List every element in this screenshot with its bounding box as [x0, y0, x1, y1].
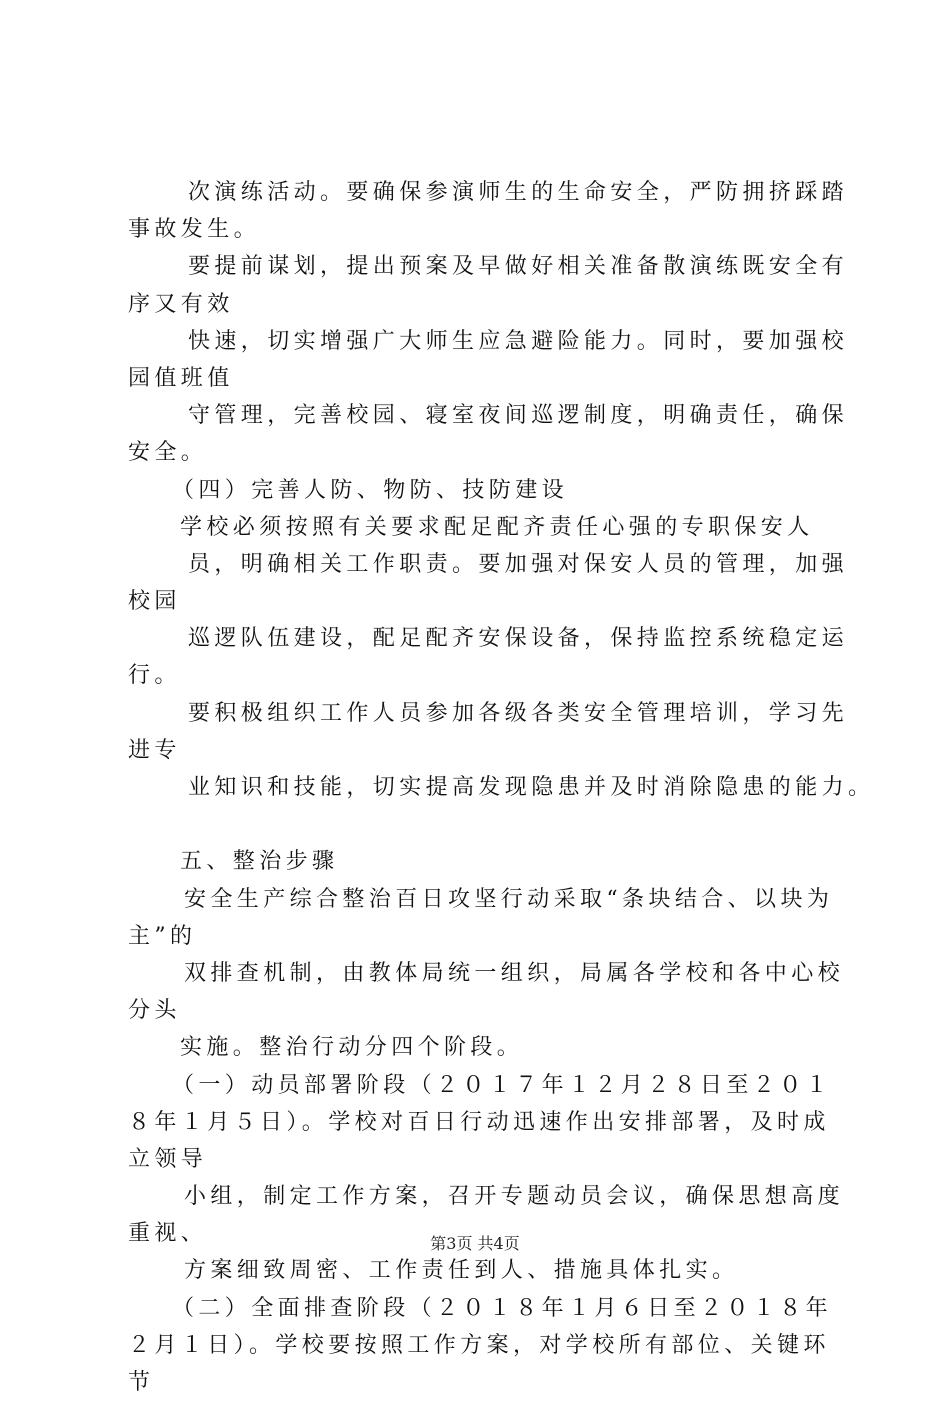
text-line: 进专 — [128, 737, 181, 763]
text-line: 方案细致周密、工作责任到人、措施具体扎实。 — [184, 1258, 739, 1284]
text-line: 巡逻队伍建设，配足配齐安保设备，保持监控系统稳定运 — [188, 626, 849, 652]
text-line: 安全生产综合整治百日攻坚行动采取“条块结合、以块为 — [184, 886, 834, 912]
section-heading: （四）完善人防、物防、技防建设 — [172, 477, 569, 503]
text-line: 要积极组织工作人员参加各级各类安全管理培训，学习先 — [188, 700, 849, 726]
text-line: 安全。 — [128, 440, 208, 466]
blank-line — [128, 806, 848, 843]
text-line: 园值班值 — [128, 365, 234, 391]
text-line: 次演练活动。要确保参演师生的生命安全，严防拥挤踩踏 — [188, 180, 849, 205]
page-number: 第3页 共4页 — [430, 1234, 520, 1253]
text-line: 小组，制定工作方案，召开专题动员会议，确保思想高度 — [184, 1184, 845, 1210]
text-line: 快速，切实增强广大师生应急避险能力。同时，要加强校 — [188, 328, 849, 354]
text-line: 分头 — [128, 998, 181, 1024]
text-line: 主”的 — [128, 923, 197, 949]
text-line: 员，明确相关工作职责。要加强对保安人员的管理，加强 — [188, 551, 849, 577]
text-line: 节 — [128, 1370, 155, 1395]
text-line: 行。 — [128, 663, 181, 689]
text-line: 实施。整治行动分四个阶段。 — [180, 1035, 524, 1061]
text-line: ８年１月５日）。学校对百日行动迅速作出安排部署，及时成 — [128, 1109, 830, 1135]
text-line: 校园 — [128, 589, 181, 615]
page-footer — [0, 1232, 950, 1256]
text-line: 立领导 — [128, 1146, 208, 1172]
text-line: （二）全面排查阶段（２０１８年１月６日至２０１８年 — [172, 1295, 833, 1321]
text-line: 事故发生。 — [128, 217, 261, 243]
text-line: 序又有效 — [128, 291, 234, 317]
text-line: 双排查机制，由教体局统一组织，局属各学校和各中心校 — [184, 960, 845, 986]
text-line: 学校必须按照有关要求配足配齐责任心强的专职保安人 — [180, 514, 814, 540]
section-heading: 五、整治步骤 — [180, 849, 339, 875]
text-line: 要提前谋划，提出预案及早做好相关准备散演练既安全有 — [188, 254, 849, 280]
text-line: 重视、 — [128, 1221, 208, 1247]
text-line: ２月１日）。学校要按照工作方案，对学校所有部位、关键环 — [128, 1332, 830, 1358]
text-line: 守管理，完善校园、寝室夜间巡逻制度，明确责任，确保 — [188, 403, 849, 429]
document-body — [128, 174, 875, 1401]
text-line: 业知识和技能，切实提高发现隐患并及时消除隐患的能力。 — [188, 775, 875, 800]
text-line: （一）动员部署阶段（２０１７年１２月２８日至２０１ — [172, 1072, 833, 1098]
